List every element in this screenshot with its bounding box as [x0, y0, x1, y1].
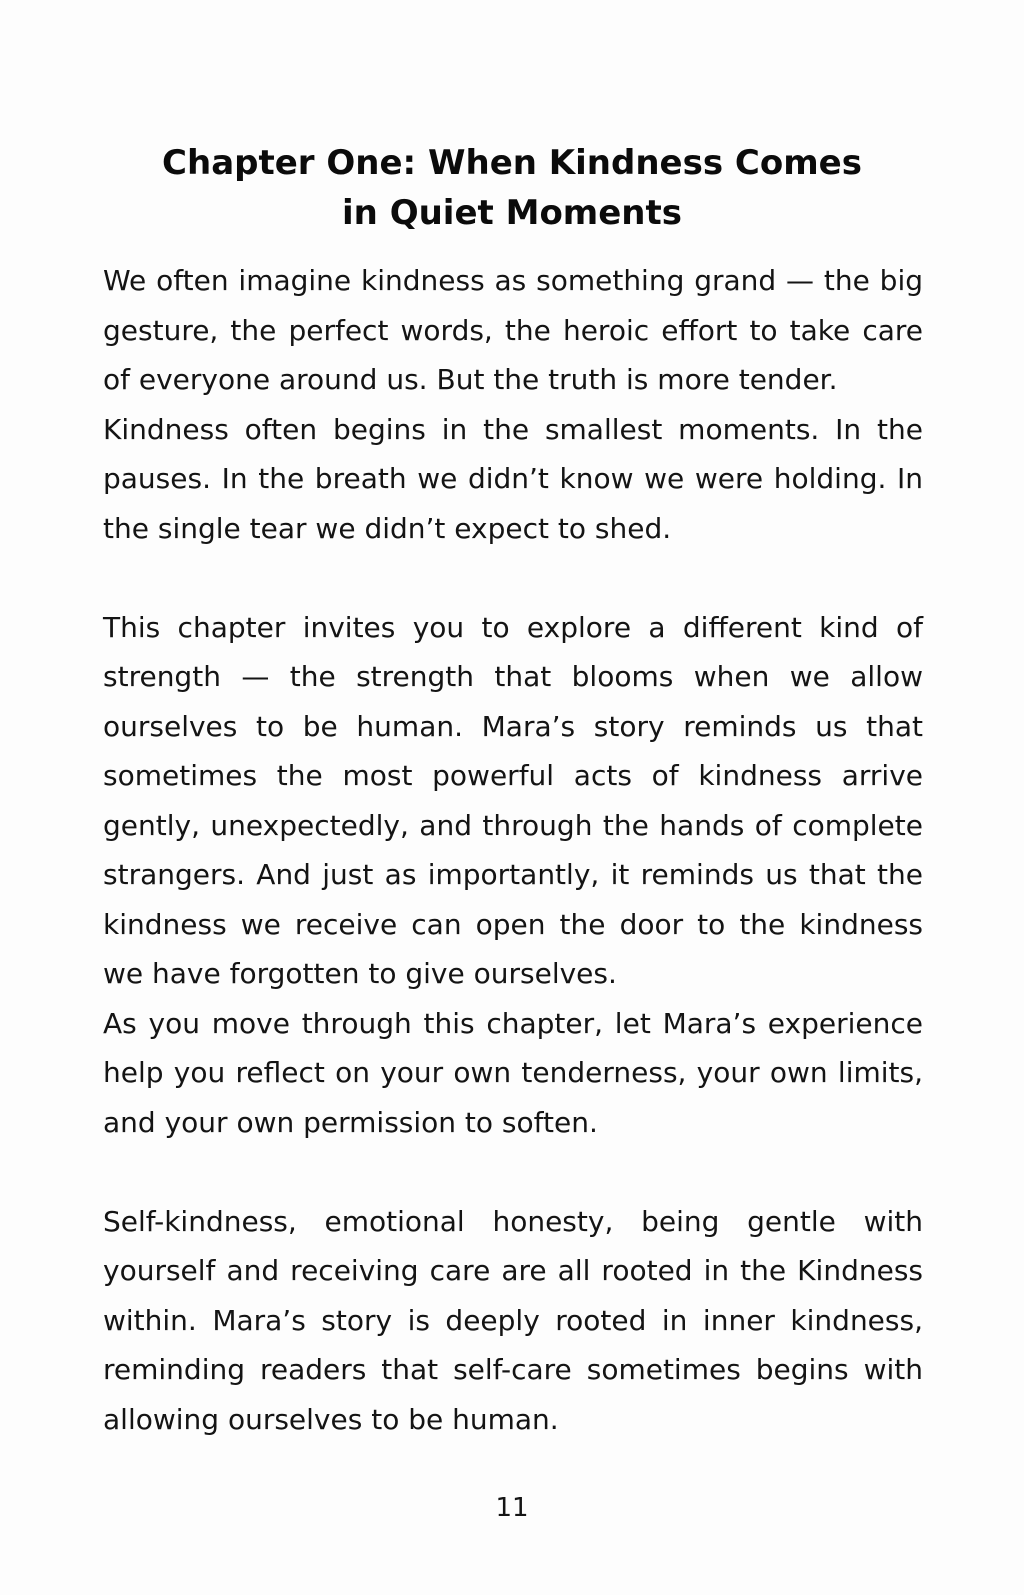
chapter-title-line-2: in Quiet Moments [342, 193, 682, 233]
paragraph-chapter-invitation: This chapter invites you to explore a different kind of strength — the strength that blooms when we allow ourselves to be human. Mara’s story reminds us that sometimes the most powerful acts of kindness arrive gently, unexpectedly, and through the hands of complete strangers. And just as importantly, it reminds us that the kindness we receive can open the door to the kindness we have forgotten to give ourselves. [103, 610, 923, 990]
paragraph-small-moments: Kindness often begins in the smallest moments. In the pauses. In the breath we didn’t know we were holding. In the single tear we didn’t expect to shed. [103, 412, 923, 545]
paragraph-spacer [103, 553, 923, 603]
paragraph-spacer [103, 1147, 923, 1197]
chapter-title-line-1: Chapter One: When Kindness Comes [162, 143, 862, 183]
chapter-title [100, 138, 924, 238]
paragraph-reflection: As you move through this chapter, let Mara’s experience help you reflect on your own tenderness, your own limits, and your own permission to soften. [103, 1006, 923, 1139]
chapter-body [103, 256, 923, 1444]
paragraph-self-kindness: Self-kindness, emotional honesty, being gentle with yourself and receiving care are all rooted in the Kindness within. Mara’s story is deeply rooted in inner kindness, reminding readers that self-care sometimes begins with allowing ourselves to be human. [103, 1204, 923, 1436]
page-number: 11 [495, 1493, 529, 1523]
paragraph-intro: We often imagine kindness as something grand — the big gesture, the perfect words, the heroic effort to take care of everyone around us. But the truth is more tender. [103, 264, 923, 396]
